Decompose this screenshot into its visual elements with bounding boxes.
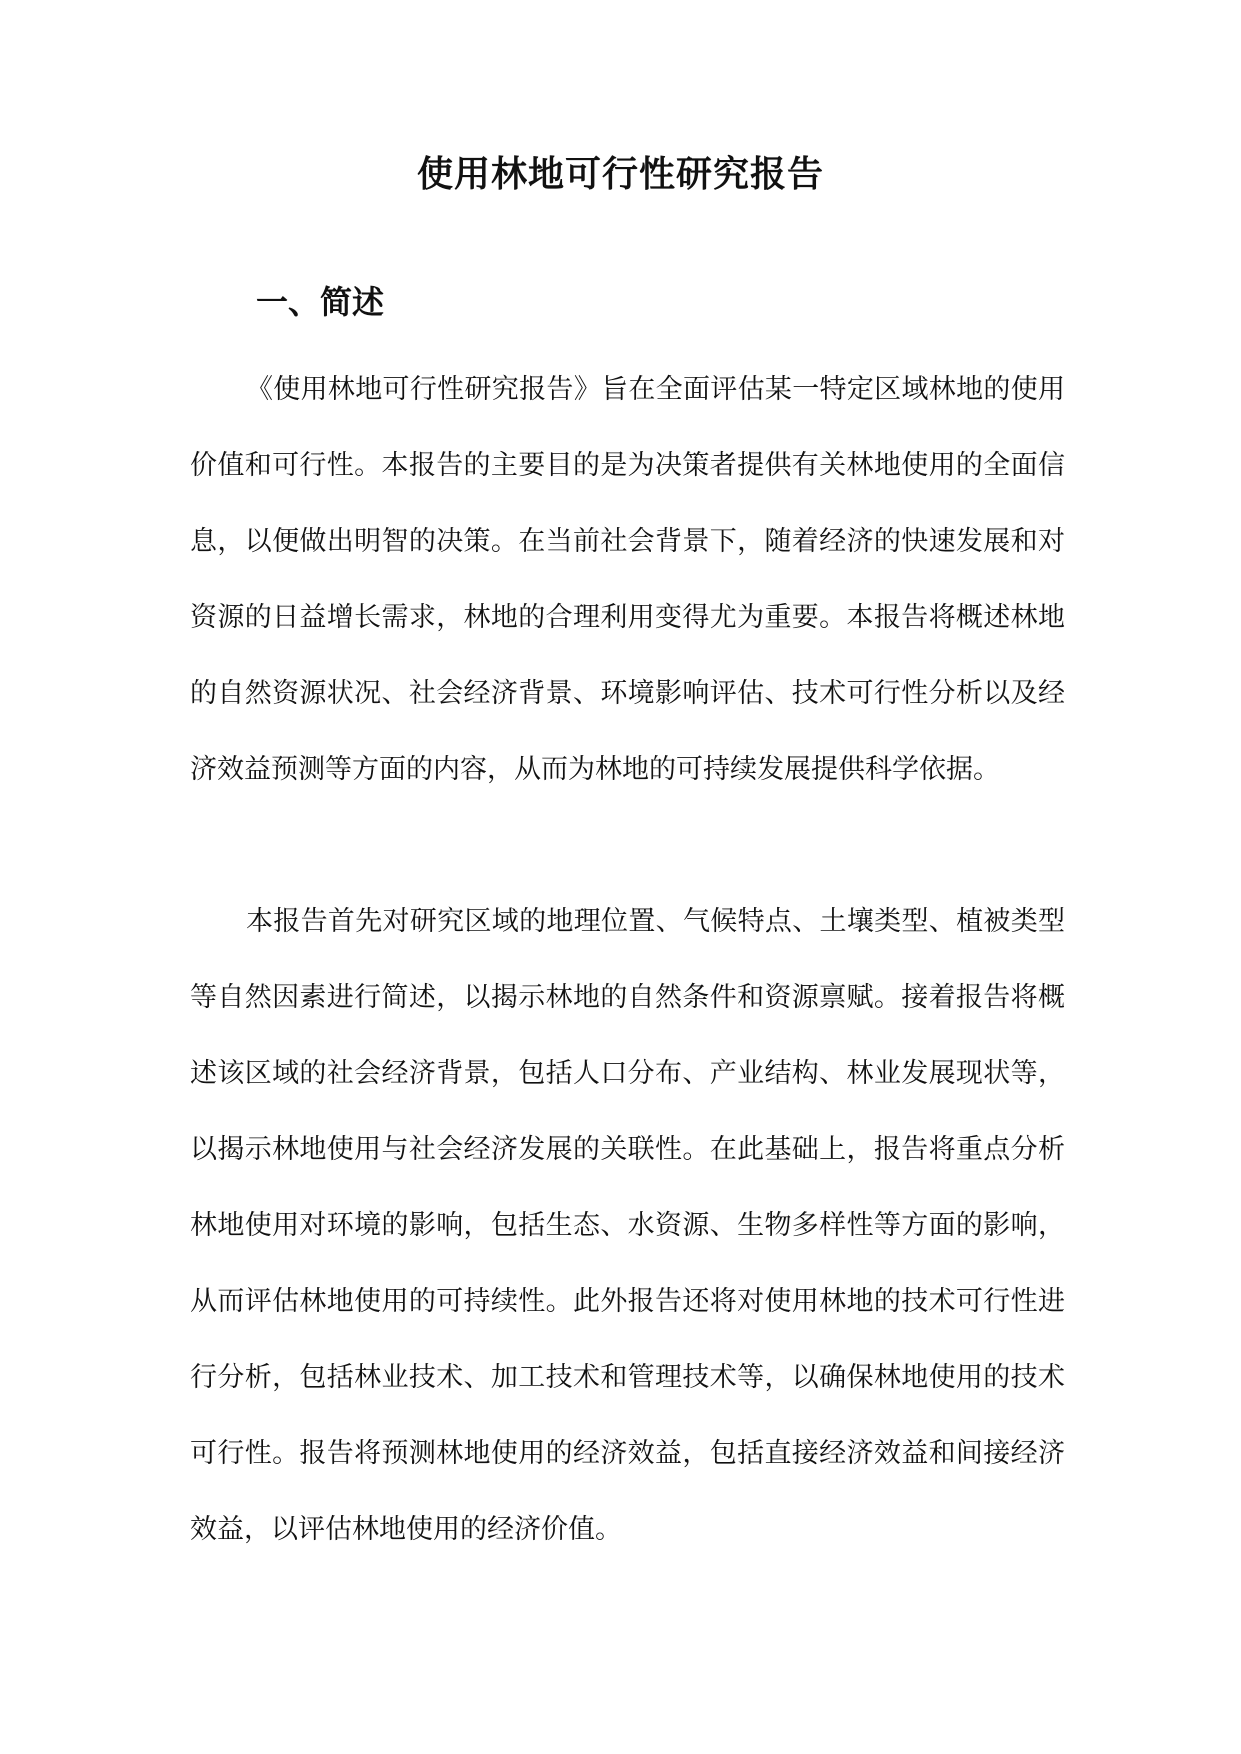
document-title: 使用林地可行性研究报告 [416, 154, 824, 195]
paragraph-2: 本报告首先对研究区域的地理位置、气候特点、土壤类型、植被类型等自然因素进行简述，以揭示林地的自然条件和资源禀赋。接着报告将概述该区域的社会经济背景，包括人口分布、产业结构、林业发展现状等，以揭示林地使用与社会经济发展的关联性。在此基础上，报告将重点分析林地使用对环境的影响，包括生态、水资源、生物多样性等方面的影响，从而评估林地使用的可持续性。此外报告还将对使用林地的技术可行性进行分析，包括林业技术、加工技术和管理技术等，以确保林地使用的技术可行性。报告将预测林地使用的经济效益，包括直接经济效益和间接经济效益，以评估林地使用的经济价值。 [190, 906, 1065, 1545]
section-heading: 一、简述 [256, 283, 385, 321]
paragraph-1: 《使用林地可行性研究报告》旨在全面评估某一特定区域林地的使用价值和可行性。本报告的主要目的是为决策者提供有关林地使用的全面信息，以便做出明智的决策。在当前社会背景下，随着经济的快速发展和对资源的日益增长需求，林地的合理利用变得尤为重要。本报告将概述林地的自然资源状况、社会经济背景、环境影响评估、技术可行性分析以及经济效益预测等方面的内容，从而为林地的可持续发展提供科学依据。 [190, 374, 1065, 785]
